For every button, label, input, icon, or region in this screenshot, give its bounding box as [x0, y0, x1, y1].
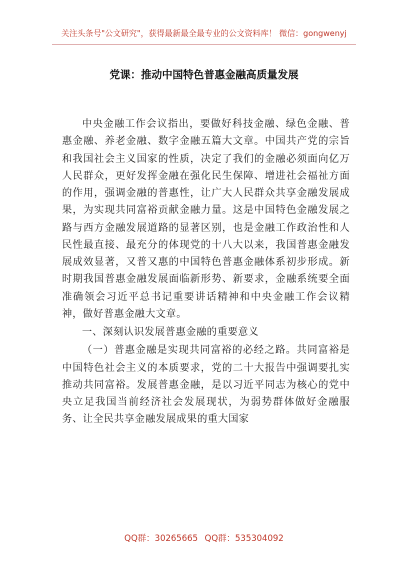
footer-qq-group-2: QQ群：535304092 [204, 534, 284, 544]
footer-banner [0, 532, 408, 544]
document-title: 党课：推动中国特色普惠金融高质量发展 [109, 69, 299, 81]
section-heading: 一、深刻认识发展普惠金融的重要意义 [82, 327, 259, 338]
header-divider [52, 44, 356, 45]
body-paragraph: （一）普惠金融是实现共同富裕的必经之路。共同富裕是中国特色社会主义的本质要求，党的二十大报告中强调要扎实推动共同富裕。发展普惠金融，是以习近平同志为核心的党中央立足我国当前经济社会发展现状，为弱势群体做好金融服务、让全民共享金融发展成果的重大国家 [62, 345, 350, 426]
footer-qq-group-1: QQ群：30265665 [124, 534, 198, 544]
body-paragraph: 中央金融工作会议指出，要做好科技金融、绿色金融、普惠金融、养老金融、数字金融五篇大文章。中国共产党的宗旨和我国社会主义国家的性质，决定了我们的金融必须面向亿万人民群众，更好发挥金融在强化民生保障、增进社会福祉方面的作用，强调金融的普惠性，让广大人民群众共享金融发展成果，为实现共同富裕贡献金融力量。这是中国特色金融发展之路与西方金融发展道路的显著区别，也是金融工作政治性和人民性最直接、最充分的体现党的十八大以来，我国普惠金融发展成效显著，又普又惠的中国特色普惠金融体系初步形成。新时期我国普惠金融发展面临新形势、新要求，金融系统要全面准确领会习近平总书记重要讲话精神和中央金融工作会议精神，做好普惠金融大文章。 [62, 119, 350, 320]
header-banner: 关注头条号"公文研究"，获得最新最全最专业的公文资料库！ 微信：gongwenyj [61, 29, 347, 38]
document-body [62, 116, 350, 429]
